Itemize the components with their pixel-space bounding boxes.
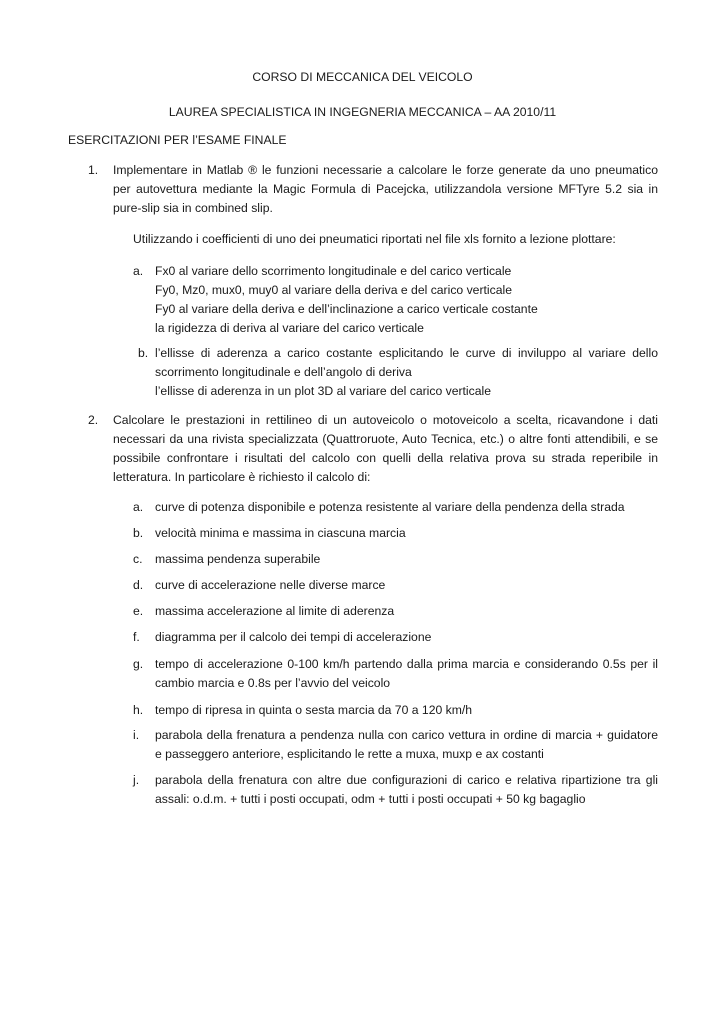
item-line: letteratura. In particolare è richiesto il calcolo di: bbox=[113, 470, 371, 484]
subitem-line: velocità minima e massima in ciascuna marcia bbox=[155, 526, 406, 540]
item-line: Implementare in Matlab ® le funzioni necessarie a calcolare le forze generate da uno pneumatico bbox=[113, 163, 658, 177]
subitem-2e bbox=[133, 602, 658, 621]
item-number: 2. bbox=[88, 413, 99, 427]
subitem-text bbox=[155, 344, 658, 401]
subitem-line: massima accelerazione al limite di aderenza bbox=[155, 604, 395, 618]
subitem-letter: h. bbox=[133, 703, 144, 717]
subitem-letter: f. bbox=[133, 630, 140, 644]
subitem-line: tempo di ripresa in quinta o sesta marcia da 70 a 120 km/h bbox=[155, 703, 473, 717]
subitem-line: l’ellisse di aderenza in un plot 3D al variare del carico verticale bbox=[155, 384, 492, 398]
item-line: necessari da una rivista specializzata (Quattroruote, Auto Tecnica, etc.) o altre fonti attendibili, e se bbox=[113, 432, 658, 446]
subitem-letter: b. bbox=[138, 346, 149, 360]
exercise-item-2 bbox=[88, 411, 658, 487]
subitem-line: e passeggero anteriore, esplicitando le rette a muxa, muxp e ax costanti bbox=[155, 747, 544, 761]
subitem-2g bbox=[133, 655, 658, 693]
item-line: pure-slip sia in combined slip. bbox=[113, 201, 273, 215]
subitem-line: parabola della frenatura a pendenza nulla con carico vettura in ordine di marcia + guidatore bbox=[155, 728, 658, 742]
exercise-item-1 bbox=[88, 161, 658, 218]
subitem-line: parabola della frenatura con altre due configurazioni di carico e relativa ripartizione tra gli bbox=[155, 773, 658, 787]
item-line: possibile confrontare i risultati del calcolo con quelli della relativa prova su strada reperibile in bbox=[113, 451, 658, 465]
subitem-text bbox=[155, 262, 658, 338]
subitem-2h bbox=[133, 701, 658, 720]
subitem-2a bbox=[133, 498, 658, 517]
subitem-letter: g. bbox=[133, 657, 144, 671]
item-number: 1. bbox=[88, 163, 99, 177]
subitem-2b bbox=[133, 524, 658, 543]
subitem-line: Fx0 al variare dello scorrimento longitudinale e del carico verticale bbox=[155, 264, 512, 278]
subitem-line: Fy0 al variare della deriva e dell’inclinazione a carico verticale costante bbox=[155, 302, 538, 316]
subitem-line: cambio marcia e 0.8s per l’avvio del veicolo bbox=[155, 676, 391, 690]
subitem-line: curve di accelerazione nelle diverse marce bbox=[155, 578, 386, 592]
subitem-line: Fy0, Mz0, mux0, muy0 al variare della deriva e del carico verticale bbox=[155, 283, 512, 297]
subitem-letter: e. bbox=[133, 604, 144, 618]
subitem-2j bbox=[133, 771, 658, 809]
subitem-line: massima pendenza superabile bbox=[155, 552, 321, 566]
subitem-line: l’ellisse di aderenza a carico costante esplicitando le curve di inviluppo al variare dello bbox=[155, 346, 658, 360]
subitem-2f bbox=[133, 628, 658, 647]
subitem-letter: i. bbox=[133, 728, 140, 742]
subitem-2i bbox=[133, 726, 658, 764]
subitem-line: diagramma per il calcolo dei tempi di accelerazione bbox=[155, 630, 432, 644]
document-title: CORSO DI MECCANICA DEL VEICOLO bbox=[252, 70, 473, 84]
subitem-letter: c. bbox=[133, 552, 143, 566]
subitem-letter: a. bbox=[133, 264, 144, 278]
item-line: Calcolare le prestazioni in rettilineo di un autoveicolo o motoveicolo a scelta, ricavandone i dati bbox=[113, 413, 658, 427]
subitem-letter: b. bbox=[133, 526, 144, 540]
subitem-2c bbox=[133, 550, 658, 569]
subitem-letter: j. bbox=[133, 773, 140, 787]
subitem-line: curve di potenza disponibile e potenza resistente al variare della pendenza della strada bbox=[155, 500, 625, 514]
subitem-line: scorrimento longitudinale e dell’angolo di deriva bbox=[155, 365, 412, 379]
document-subtitle: LAUREA SPECIALISTICA IN INGEGNERIA MECCANICA – AA 2010/11 bbox=[168, 105, 557, 119]
item-line: per autovettura mediante la Magic Formula di Pacejcka, utilizzandola versione MFTyre 5.2 sia in bbox=[113, 182, 658, 196]
subitem-2d bbox=[133, 576, 658, 595]
item-text bbox=[113, 411, 658, 487]
subitem-line: assali: o.d.m. + tutti i posti occupati, odm + tutti i posti occupati + 50 kg bagaglio bbox=[155, 792, 586, 806]
item-text bbox=[113, 161, 658, 218]
subitem-letter: d. bbox=[133, 578, 144, 592]
subitem-1a bbox=[133, 262, 658, 338]
section-heading: ESERCITAZIONI PER l’ESAME FINALE bbox=[68, 133, 287, 147]
subitem-1b bbox=[133, 344, 658, 401]
subitem-letter: a. bbox=[133, 500, 144, 514]
subitem-line: tempo di accelerazione 0-100 km/h partendo dalla prima marcia e considerando 0.5s per il bbox=[155, 657, 658, 671]
item-1-intro: Utilizzando i coefficienti di uno dei pneumatici riportati nel file xls fornito a lezione plottare: bbox=[133, 232, 616, 246]
subitem-line: la rigidezza di deriva al variare del carico verticale bbox=[155, 321, 424, 335]
